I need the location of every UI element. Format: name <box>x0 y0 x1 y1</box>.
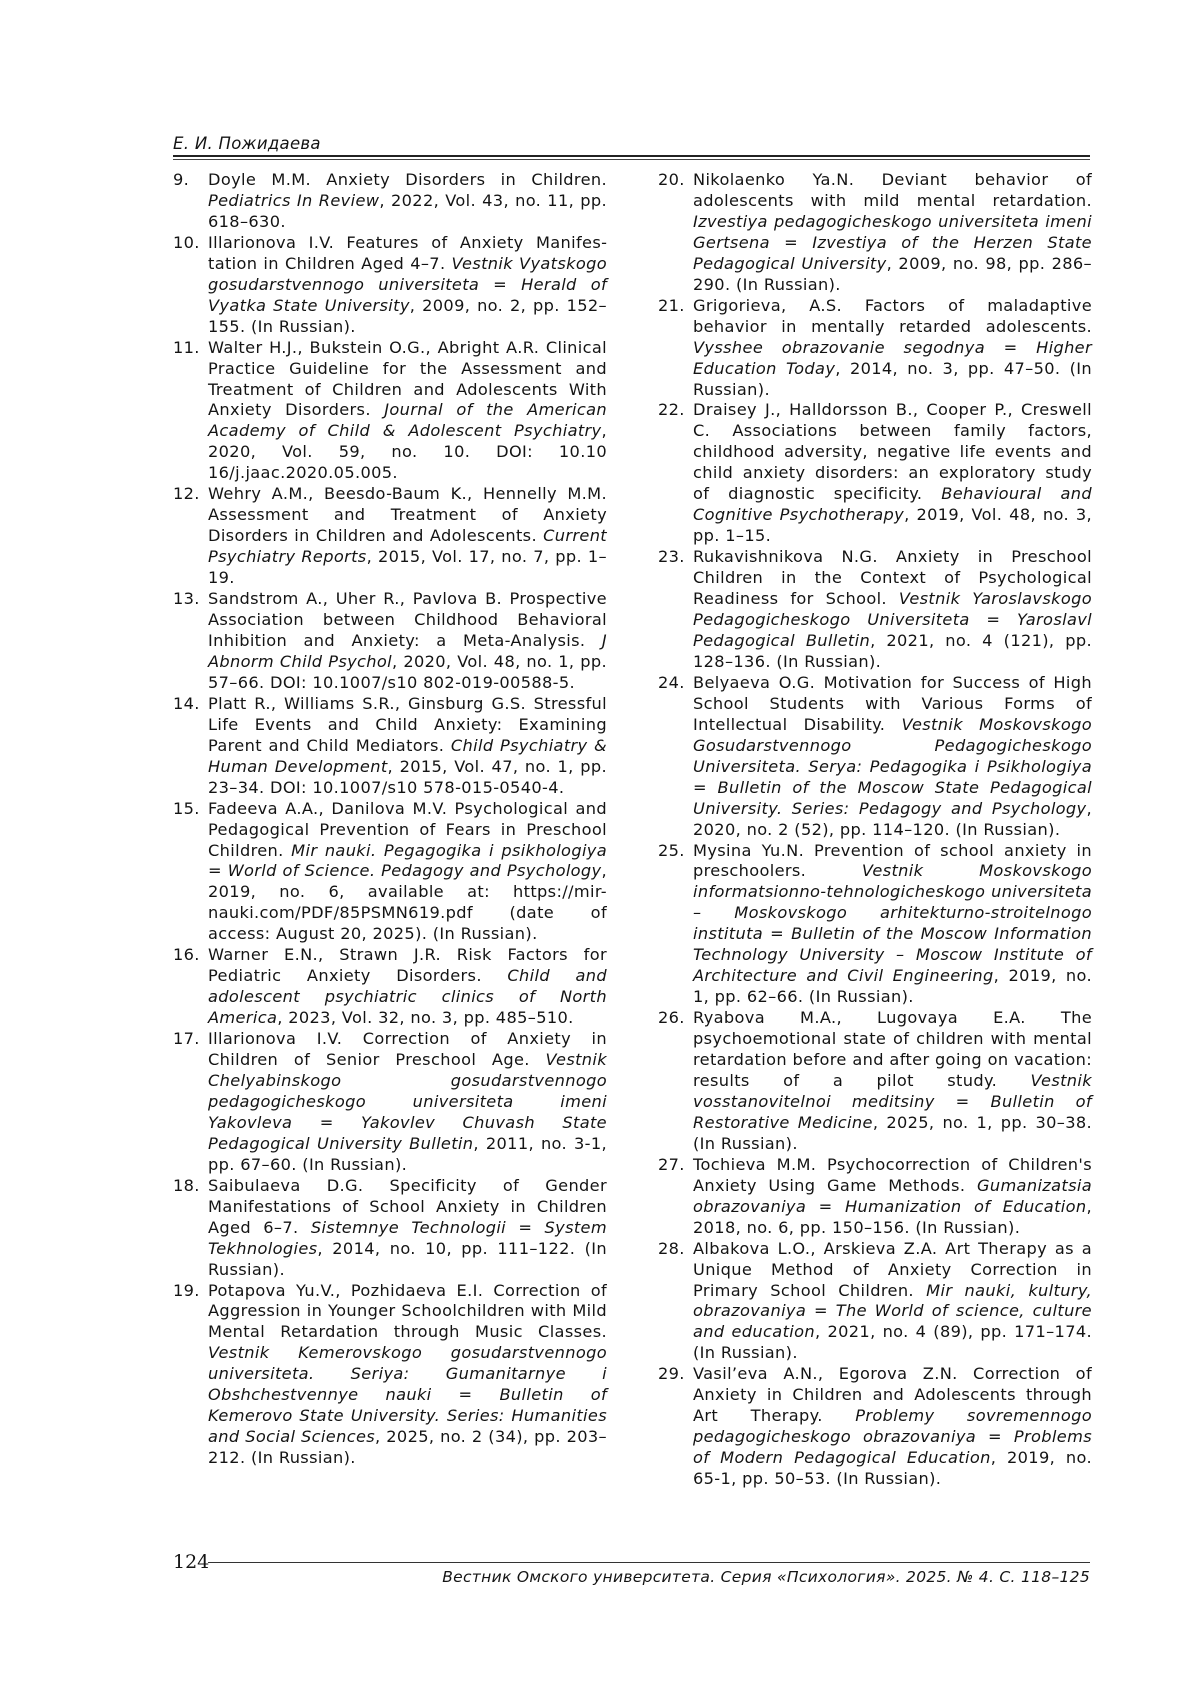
reference-authors-title: Sandstrom A., Uher R., Pavlova B. Prospective Association between Childhood Behavioral Inhibition and Anxiety: a Meta-Analysis. <box>208 589 607 650</box>
reference-authors-title: Grigorieva, A.S. Factors of maladaptive behavior in mentally retarded adolescents. <box>693 295 1092 336</box>
reference-source: Izvestiya pedagogicheskogo universiteta imeni Gertsena = Izvestiya of the Herzen State Pedagogical University <box>693 211 1092 273</box>
reference-item <box>173 694 607 799</box>
reference-item <box>173 338 607 485</box>
reference-number: 18. <box>173 1175 200 1195</box>
reference-authors-title: Fadeeva A.A., Danilova M.V. Psychological and Pedagogical Prevention of Fears in Preschool Children. <box>208 798 607 860</box>
reference-item <box>658 296 1092 401</box>
reference-item <box>658 1239 1092 1365</box>
reference-text <box>693 170 1092 296</box>
reference-source: Mir nauki. Pegagogika i psikhologiya = World of Science. Pedagogy and Psychology <box>208 840 607 881</box>
reference-item <box>173 1029 607 1176</box>
reference-number: 10. <box>173 232 200 252</box>
reference-source: Gumanizatsia obrazovaniya = Humanization of Education <box>693 1175 1092 1216</box>
reference-details: , 2022, Vol. 43, no. 11, pp. 618–630. <box>208 190 607 231</box>
reference-number: 21. <box>658 295 685 315</box>
running-header-author: Е. И. Пожидаева <box>173 134 321 153</box>
reference-details: , 2011, no. 3-1, pp. 67–60. (In Russian). <box>208 1133 607 1174</box>
reference-item <box>658 547 1092 673</box>
reference-source: Current Psychiatry Reports <box>208 526 607 567</box>
reference-authors-title: Illarionova I.V. Features of Anxiety Manifestation in Children Aged 4–7. <box>208 232 607 273</box>
reference-item <box>173 170 607 233</box>
reference-details: , 2019, no. 65-1, pp. 50–53. (In Russian). <box>693 1448 1093 1489</box>
reference-source: Pediatrics In Review <box>208 190 380 210</box>
reference-source: Mir nauki, kultury, obrazovaniya = The World of science, culture and education <box>693 1280 1092 1342</box>
reference-source: Sistemnye Technologii = System Tekhnologies <box>208 1217 607 1258</box>
reference-details: , 2014, no. 3, pp. 47–50. (In Russian). <box>693 358 1092 399</box>
reference-text <box>208 799 607 946</box>
reference-number: 14. <box>173 693 200 713</box>
reference-source: Vysshee obrazovanie segodnya = Higher Education Today <box>693 337 1092 378</box>
reference-source: Vestnik Moskovskogo informatsionno-tehnologicheskogo universiteta – Moskovskogo arhitekturno-stroitelnogo instituta = Bulletin of the Moscow Information Technology University – Moscow Institute of Architecture and Civil Engineering <box>693 861 1093 986</box>
reference-details: , 2015, Vol. 17, no. 7, pp. 1–19. <box>208 547 607 588</box>
reference-source: Vestnik vosstanovitelnoi meditsiny = Bulletin of Restorative Medicine <box>693 1070 1092 1132</box>
references-column-left <box>173 170 607 1469</box>
reference-authors-title: Belyaeva O.G. Motivation for Success of High School Students with Various Forms of Intellectual Disability. <box>693 672 1092 734</box>
reference-number: 22. <box>658 400 685 420</box>
reference-number: 11. <box>173 337 200 357</box>
reference-details: , 2019, no. 1, pp. 62–66. (In Russian). <box>693 966 1093 1007</box>
reference-text <box>693 400 1092 547</box>
header-rule-thin <box>173 159 1090 160</box>
reference-source: Vestnik Kemerovskogo gosudarstvennogo universiteta. Seriya: Gumanitarnye i Obshchestvennye nauki = Bulletin of Kemerovo State University. Series: Humanities and Social Sciences <box>208 1343 607 1447</box>
reference-item <box>658 1155 1092 1239</box>
reference-details: , 2021, no. 4 (121), pp. 128–136. (In Russian). <box>693 630 1092 671</box>
reference-authors-title: Wehry A.M., Beesdo-Baum K., Hennelly M.M. Assessment and Treatment of Anxiety Disorders in Children and Adolescents. <box>208 484 607 546</box>
reference-text <box>208 233 607 338</box>
reference-text <box>693 1239 1092 1365</box>
reference-details: , 2014, no. 10, pp. 111–122. (In Russian). <box>208 1238 607 1279</box>
reference-text <box>693 547 1092 673</box>
references-column-right <box>658 170 1092 1490</box>
reference-item <box>658 673 1092 841</box>
reference-number: 15. <box>173 798 200 818</box>
reference-text <box>208 1176 607 1281</box>
reference-text <box>693 1155 1092 1239</box>
reference-item <box>658 841 1092 1009</box>
reference-authors-title: Nikolaenko Ya.N. Deviant behavior of adolescents with mild mental retardation. <box>693 170 1092 210</box>
reference-authors-title: Draisey J., Halldorsson B., Cooper P., Creswell C. Associations between family factors, childhood adversity, negative life events and child anxiety disorders: an exploratory study of diagnostic specificity. <box>693 400 1092 504</box>
reference-authors-title: Doyle M.M. Anxiety Disorders in Children. <box>208 170 607 189</box>
reference-source: J Abnorm Child Psychol <box>208 630 607 671</box>
reference-details: , 2021, no. 4 (89), pp. 171–174. (In Russian). <box>693 1322 1092 1363</box>
reference-number: 13. <box>173 589 200 609</box>
reference-text <box>693 841 1092 1009</box>
reference-number: 17. <box>173 1029 200 1049</box>
reference-text <box>208 1029 607 1176</box>
reference-number: 24. <box>658 672 685 692</box>
reference-text <box>208 338 607 485</box>
reference-item <box>658 1364 1092 1490</box>
reference-number: 12. <box>173 484 200 504</box>
journal-citation: Вестник Омского университета. Серия «Психология». 2025. № 4. С. 118–125 <box>442 1568 1090 1586</box>
reference-details: , 2025, no. 2 (34), pp. 203–212. (In Russian). <box>208 1427 607 1468</box>
reference-number: 20. <box>658 170 685 189</box>
reference-item <box>173 945 607 1029</box>
reference-text <box>208 589 607 694</box>
reference-source: Journal of the American Academy of Child & Adolescent Psychiatry <box>208 400 607 441</box>
reference-item <box>173 233 607 338</box>
reference-details: , 2009, no. 98, pp. 286–290. (In Russian). <box>693 253 1092 294</box>
header-rule-thick <box>173 155 1090 157</box>
reference-item <box>173 799 607 946</box>
reference-item <box>173 1176 607 1281</box>
reference-authors-title: Mysina Yu.N. Prevention of school anxiety in preschoolers. <box>693 840 1092 881</box>
reference-text <box>208 170 607 233</box>
reference-item <box>658 400 1092 547</box>
reference-text <box>208 694 607 799</box>
reference-item <box>658 1008 1092 1155</box>
reference-details: , 2015, Vol. 47, no. 1, pp. 23–34. DOI: 10.1007/s10 578-015-0540-4. <box>208 756 607 797</box>
reference-item <box>173 589 607 694</box>
reference-source: Child and adolescent psychiatric clinics of North America <box>208 966 607 1028</box>
reference-authors-title: Walter H.J., Bukstein O.G., Abright A.R. Clinical Practice Guideline for the Assessment and Treatment of Children and Adolescents With Anxiety Disorders. <box>208 337 607 420</box>
reference-authors-title: Illarionova I.V. Correction of Anxiety in Children of Senior Preschool Age. <box>208 1029 607 1070</box>
reference-item <box>173 1281 607 1470</box>
reference-details: , 2019, no. 6, available at: https://mir-nauki.com/PDF/85PSMN619.pdf (date of access: August 20, 2025). (In Russian). <box>208 861 607 944</box>
reference-text <box>693 296 1092 401</box>
reference-details: , 2020, no. 2 (52), pp. 114–120. (In Russian). <box>693 798 1092 839</box>
footer-rule <box>208 1562 1090 1563</box>
reference-number: 28. <box>658 1238 685 1258</box>
reference-text <box>693 1364 1092 1490</box>
reference-item <box>173 484 607 589</box>
reference-text <box>208 945 607 1029</box>
reference-source: Child Psychiatry & Human Development <box>208 735 607 776</box>
reference-authors-title: Rukavishnikova N.G. Anxiety in Preschool Children in the Context of Psychological Readiness for School. <box>693 547 1092 609</box>
reference-source: Vestnik Chelyabinskogo gosudarstvennogo pedagogicheskogo universiteta imeni Yakovleva = Yakovlev Chuvash State Pedagogical University Bulletin <box>208 1050 607 1153</box>
reference-authors-title: Warner E.N., Strawn J.R. Risk Factors for Pediatric Anxiety Disorders. <box>208 945 607 986</box>
reference-number: 9. <box>173 170 190 189</box>
reference-authors-title: Potapova Yu.V., Pozhidaeva E.I. Correction of Aggression in Younger Schoolchildren with Mild Mental Retardation through Music Classes. <box>208 1280 607 1342</box>
reference-number: 27. <box>658 1154 685 1174</box>
reference-text <box>693 1008 1092 1155</box>
page-number: 124 <box>173 1551 210 1573</box>
reference-details: , 2025, no. 1, pp. 30–38. (In Russian). <box>693 1112 1092 1153</box>
reference-number: 23. <box>658 547 685 567</box>
reference-authors-title: Platt R., Williams S.R., Ginsburg G.S. Stressful Life Events and Child Anxiety: Examining Parent and Child Mediators. <box>208 693 607 755</box>
reference-authors-title: Saibulaeva D.G. Specificity of Gender Manifestations of School Anxiety in Children Aged 6–7. <box>208 1175 607 1237</box>
reference-details: , 2018, no. 6, pp. 150–156. (In Russian). <box>693 1196 1092 1237</box>
reference-source: Vestnik Yaroslavskogo Pedagogicheskogo Universiteta = Yaroslavl Pedagogical Bulletin <box>693 589 1092 650</box>
reference-authors-title: Ryabova M.A., Lugovaya E.A. The psychoemotional state of children with mental retardation before and after going on vacation: results of a pilot study. <box>693 1008 1092 1090</box>
reference-source: Behavioural and Cognitive Psychotherapy <box>693 484 1092 525</box>
reference-number: 29. <box>658 1364 685 1384</box>
reference-text <box>208 484 607 589</box>
reference-authors-title: Vasil’eva A.N., Egorova Z.N. Correction of Anxiety in Children and Adolescents through Art Therapy. <box>693 1364 1092 1426</box>
reference-source: Vestnik Vyatskogo gosudarstvennogo universiteta = Herald of Vyatka State University <box>208 253 607 315</box>
reference-details: , 2023, Vol. 32, no. 3, pp. 485–510. <box>277 1008 574 1028</box>
reference-number: 16. <box>173 945 200 965</box>
reference-text <box>693 673 1092 841</box>
reference-details: , 2020, Vol. 48, no. 1, pp. 57–66. DOI: 10.1007/s10 802-019-00588-5. <box>208 651 607 692</box>
reference-details: , 2020, Vol. 59, no. 10. DOI: 10.10 16/j.jaac.2020.05.005. <box>208 421 607 483</box>
reference-authors-title: Albakova L.O., Arskieva Z.A. Art Therapy as a Unique Method of Anxiety Correction in Primary School Children. <box>693 1238 1092 1300</box>
reference-authors-title: Tochieva M.M. Psychocorrection of Children's Anxiety Using Game Methods. <box>693 1154 1092 1195</box>
reference-item <box>658 170 1092 296</box>
reference-source: Vestnik Moskovskogo Gosudarstvennogo Pedagogicheskogo Universiteta. Serya: Pedagogika i Psikhologiya = Bulletin of the Moscow State Pedagogical University. Series: Pedagogy and Psychology <box>693 714 1092 818</box>
reference-number: 19. <box>173 1280 200 1300</box>
reference-details: , 2019, Vol. 48, no. 3, pp. 1–15. <box>693 505 1093 546</box>
reference-details: , 2009, no. 2, pp. 152–155. (In Russian). <box>208 295 607 336</box>
reference-source: Problemy sovremennogo pedagogicheskogo obrazovaniya = Problems of Modern Pedagogical Education <box>693 1406 1092 1468</box>
reference-number: 26. <box>658 1008 685 1028</box>
reference-number: 25. <box>658 840 685 860</box>
reference-text <box>208 1281 607 1470</box>
